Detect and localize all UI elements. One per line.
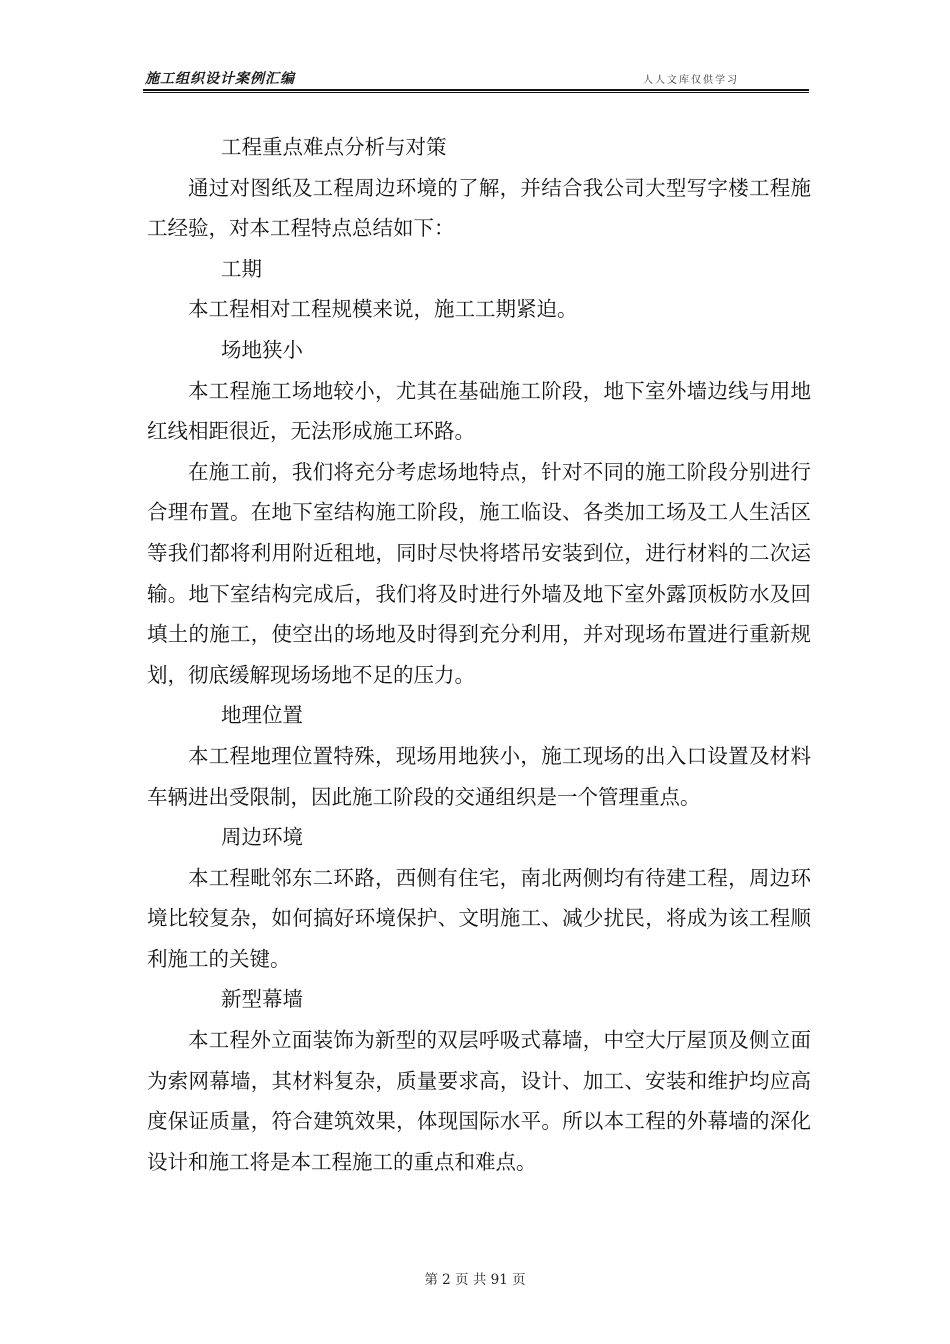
paragraph-site-2: 在施工前，我们将充分考虑场地特点，针对不同的施工阶段分别进行合理布置。在地下室结构施工阶段，施工临设、各类加工场及工人生活区等我们都将利用附近租地，同时尽快将塔吊安装到位，进行材料的二次运输。地下室结构完成后，我们将及时进行外墙及地下室外露顶板防水及回填土的施工，使空出的场地及时得到充分利用，并对现场布置进行重新规划，彻底缓解现场场地不足的压力。 <box>147 459 811 687</box>
paragraph-curtain-wall: 本工程外立面装饰为新型的双层呼吸式幕墙，中空大厅屋顶及侧立面为索网幕墙，其材料复杂，质量要求高，设计、加工、安装和维护均应高度保证质量，符合建筑效果，体现国际水平。所以本工程的外幕墙的深化设计和施工将是本工程施工的重点和难点。 <box>147 1028 811 1174</box>
section-heading-site: 场地狭小 <box>221 337 303 362</box>
section-heading-schedule: 工期 <box>221 256 262 281</box>
section-heading-environment: 周边环境 <box>221 825 303 850</box>
page-number: 第 2 页 共 91 页 <box>424 1272 526 1288</box>
header-right-text: 人人文库仅供学习 <box>643 75 739 86</box>
intro-paragraph: 通过对图纸及工程周边环境的了解，并结合我公司大型写字楼工程施工经验，对本工程特点总结如下： <box>147 175 811 241</box>
paragraph-environment: 本工程毗邻东二环路，西侧有住宅，南北两侧均有待建工程，周边环境比较复杂，如何搞好环境保护、文明施工、减少扰民，将成为该工程顺利施工的关键。 <box>147 865 811 971</box>
header-divider <box>143 89 809 93</box>
page-header <box>143 62 809 92</box>
section-heading-location: 地理位置 <box>221 703 303 728</box>
paragraph-schedule: 本工程相对工程规模来说，施工工期紧迫。 <box>188 297 578 322</box>
section-heading-main: 工程重点难点分析与对策 <box>221 135 447 159</box>
header-title: 施工组织设计案例汇编 <box>145 71 295 87</box>
paragraph-site-1: 本工程施工场地较小，尤其在基础施工阶段，地下室外墙边线与用地红线相距很近，无法形成施工环路。 <box>147 378 811 444</box>
document-body <box>147 127 811 1182</box>
paragraph-location: 本工程地理位置特殊，现场用地狭小，施工现场的出入口设置及材料车辆进出受限制，因此施工阶段的交通组织是一个管理重点。 <box>147 743 811 809</box>
section-heading-curtain-wall: 新型幕墙 <box>221 987 303 1012</box>
